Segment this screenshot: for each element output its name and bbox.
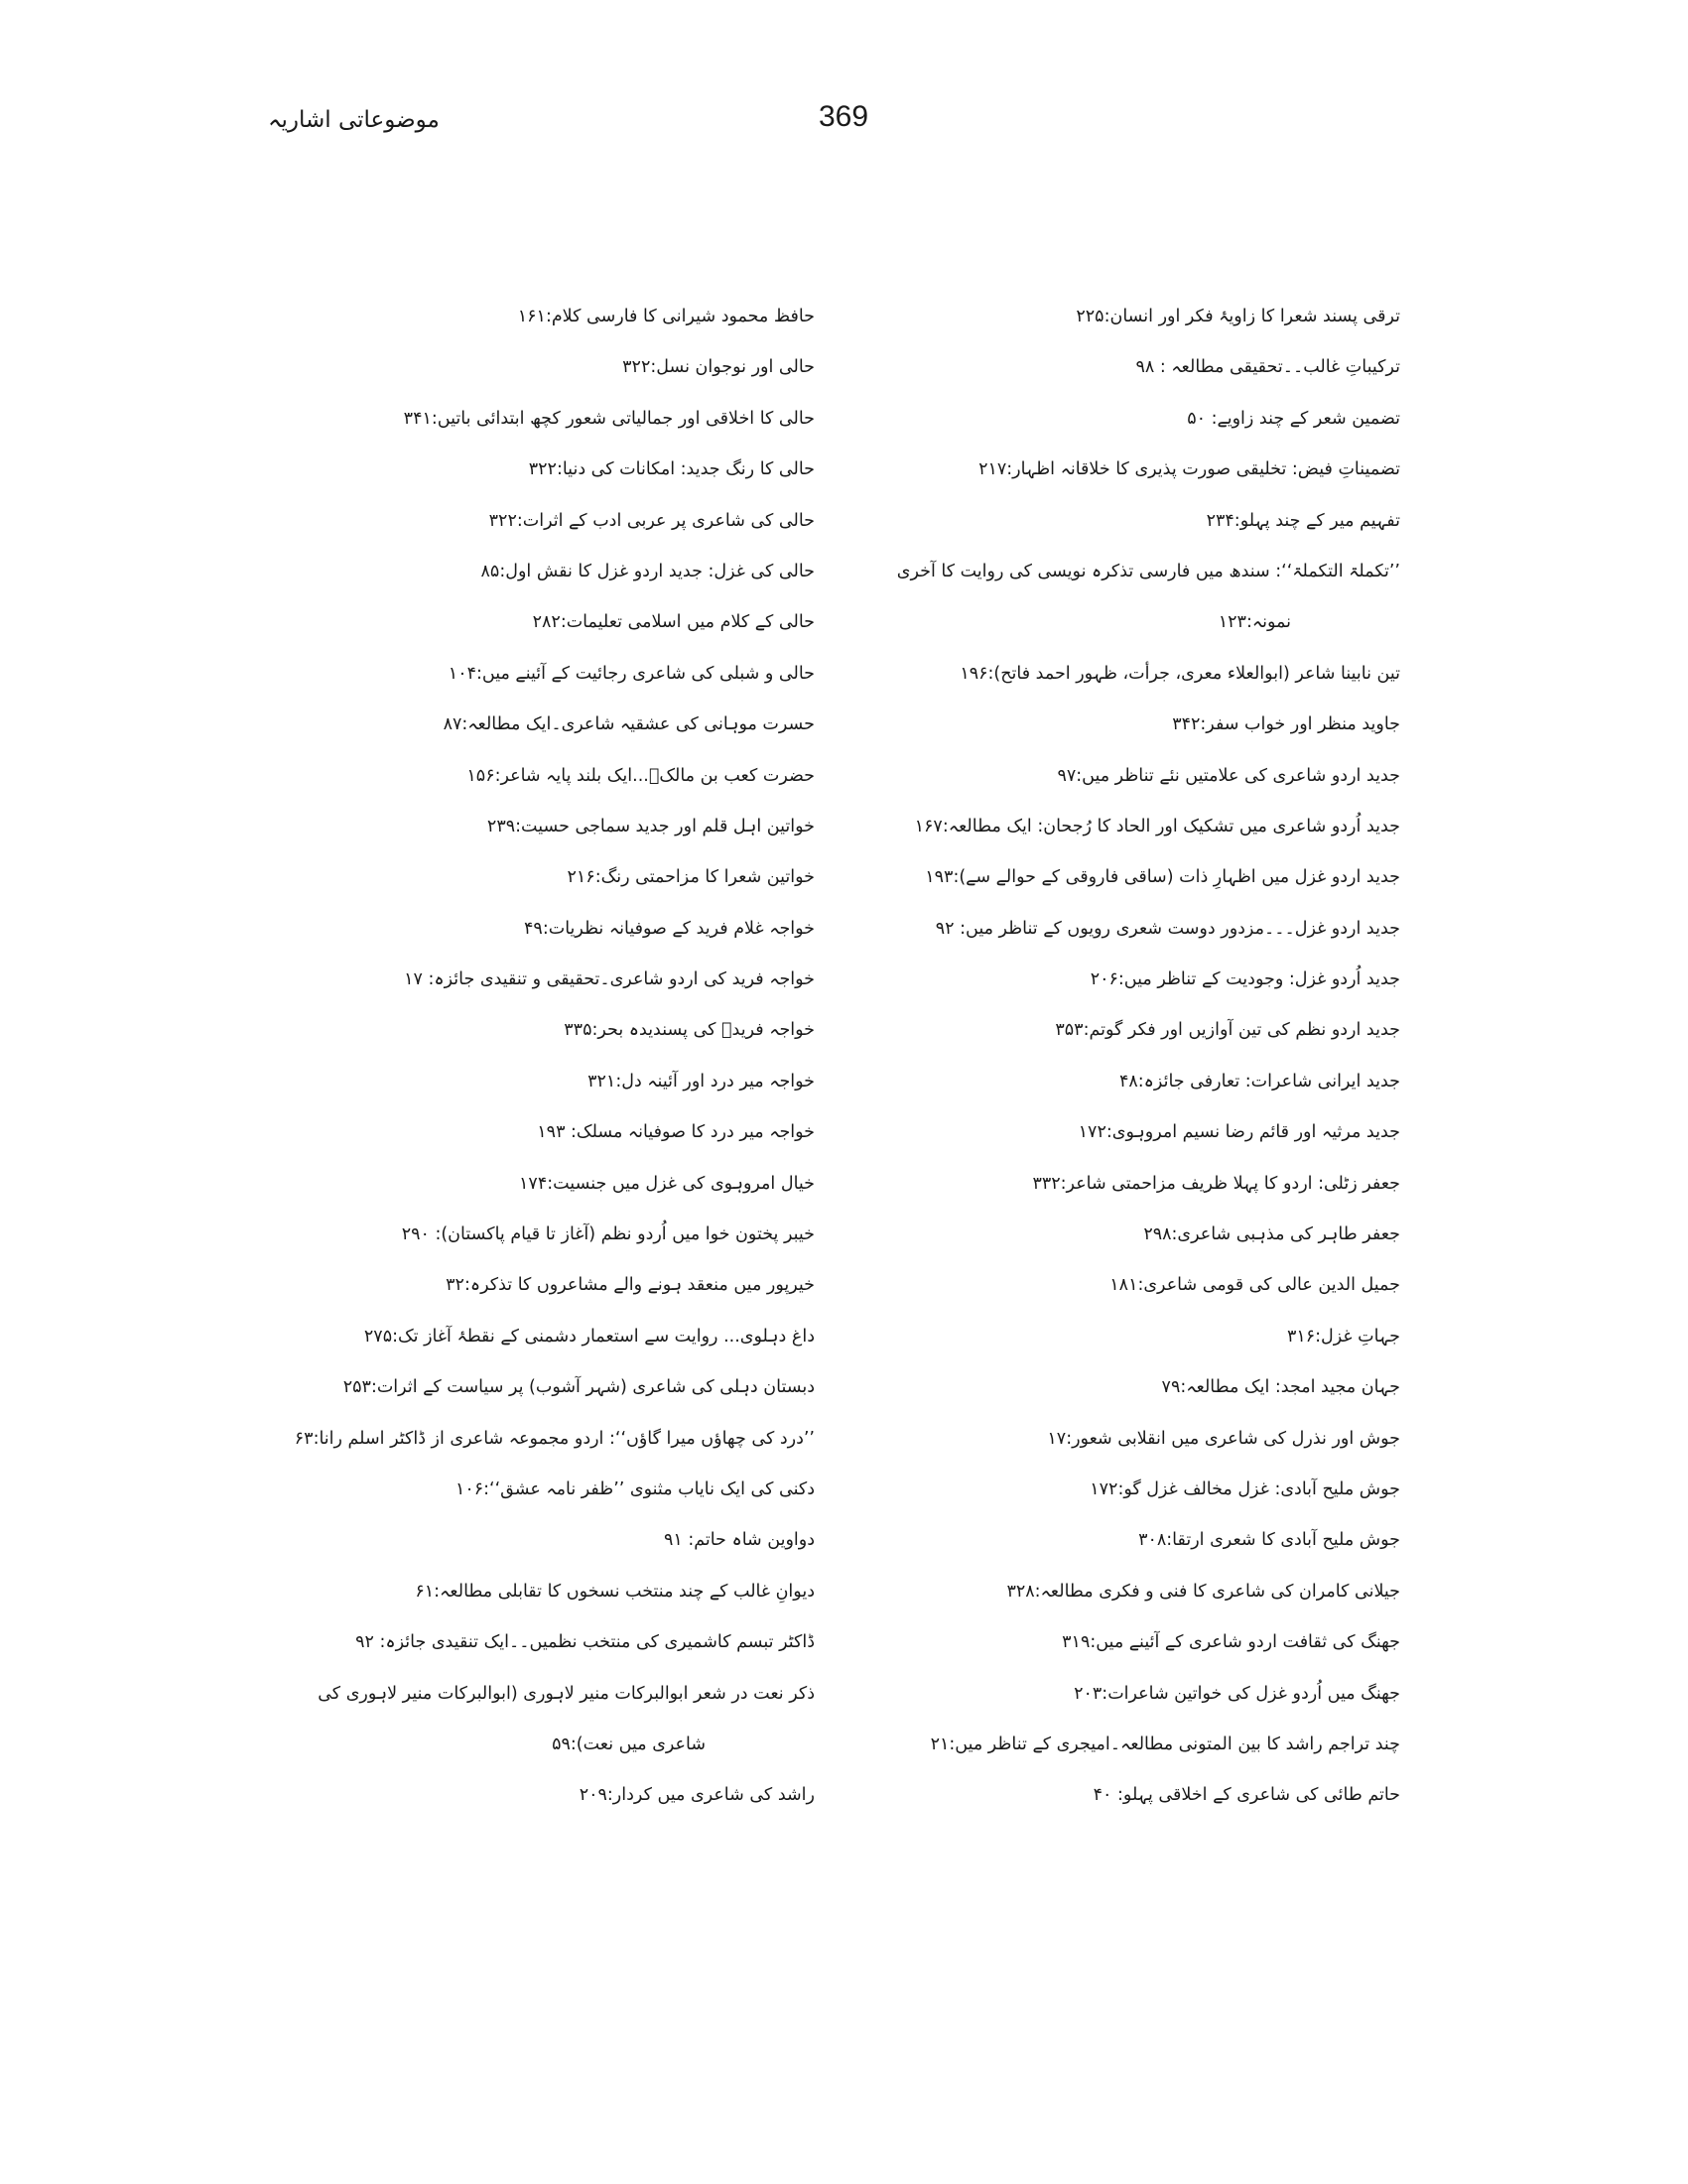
index-entry-text: ’’تکملۃ التکملۃ‘‘: سندھ میں فارسی تذکرہ نویسی کی روایت کا آخری bbox=[896, 561, 1400, 581]
index-entry bbox=[274, 1018, 815, 1069]
index-entry bbox=[274, 1273, 815, 1324]
index-entry-text: حالی کا رنگ جدید: امکانات کی دنیا:۳۲۲ bbox=[528, 459, 815, 480]
index-entry-text: خواجہ غلام فرید کے صوفیانہ نظریات:۴۹ bbox=[524, 918, 815, 939]
index-entry bbox=[884, 1325, 1400, 1375]
index-entry-text: حالی اور نوجوان نسل:۳۲۲ bbox=[622, 357, 815, 378]
index-entry-text: خیبر پختون خوا میں اُردو نظم (آغاز تا قیام پاکستان): ۲۹۰ bbox=[401, 1224, 815, 1245]
index-entry-text: جیلانی کامران کی شاعری کا فنی و فکری مطالعہ:۳۲۸ bbox=[1006, 1581, 1400, 1602]
index-entry-text: جہان مجید امجد: ایک مطالعہ:۷۹ bbox=[1161, 1377, 1400, 1398]
index-entry-text: جدید اردو شاعری کی علامتیں نئے تناظر میں:۹۷ bbox=[1057, 765, 1400, 786]
index-entry-text: تین نابینا شاعر (ابوالعلاء معری، جرأت، ظہور احمد فاتح):۱۹۶ bbox=[960, 663, 1400, 684]
index-entry-text: حاتم طائی کی شاعری کے اخلاقی پہلو: ۴۰ bbox=[1093, 1785, 1400, 1806]
index-entry-text: خواتین شعرا کا مزاحمتی رنگ:۲۱۶ bbox=[567, 867, 815, 888]
index-entry bbox=[884, 815, 1400, 865]
index-entry bbox=[884, 1477, 1400, 1528]
index-entry-text: دبستان دہلی کی شاعری (شہر آشوب) پر سیاست کے اثرات:۲۵۳ bbox=[342, 1377, 815, 1398]
index-entry bbox=[884, 407, 1400, 457]
index-entry bbox=[274, 764, 815, 815]
index-entry bbox=[884, 1172, 1400, 1222]
index-entry-text: حسرت موہانی کی عشقیہ شاعری۔ایک مطالعہ:۸۷ bbox=[443, 714, 815, 735]
index-entry bbox=[884, 917, 1400, 967]
index-entry bbox=[274, 1528, 815, 1579]
index-entry bbox=[884, 1783, 1400, 1834]
index-entry bbox=[884, 1375, 1400, 1426]
index-entry-continuation: نمونہ:۱۲۳ bbox=[1218, 611, 1291, 632]
index-entry bbox=[274, 917, 815, 967]
index-entry bbox=[884, 764, 1400, 815]
index-entry-text: جاوید منظر اور خواب سفر:۳۴۲ bbox=[1172, 714, 1400, 735]
index-entry-text: دواوین شاہ حاتم: ۹۱ bbox=[663, 1530, 815, 1551]
index-entry-text: دکنی کی ایک نایاب مثنوی ’’ظفر نامہ عشق‘‘:۱۰۶ bbox=[454, 1478, 815, 1499]
index-entry-text: جوش ملیح آبادی: غزل مخالف غزل گو:۱۷۲ bbox=[1090, 1479, 1400, 1499]
index-entry-text: ذکر نعت در شعر ابوالبرکات منیر لاہوری (ابوالبرکات منیر لاہوری کی bbox=[318, 1683, 815, 1704]
index-entry bbox=[274, 815, 815, 865]
index-entry bbox=[274, 1070, 815, 1120]
index-entry-text: چند تراجم راشد کا بین المتونی مطالعہ۔امیجری کے تناظر میں:۲۱ bbox=[930, 1734, 1400, 1754]
index-entry-text: جعفر طاہر کی مذہبی شاعری:۲۹۸ bbox=[1143, 1224, 1400, 1245]
index-entry bbox=[274, 1375, 815, 1426]
index-entry-text: جدید اردو نظم کی تین آوازیں اور فکر گوتم:۳۵۳ bbox=[1055, 1020, 1400, 1041]
index-entry bbox=[884, 560, 1400, 662]
index-entry bbox=[884, 1070, 1400, 1120]
index-entry bbox=[274, 610, 815, 661]
index-entry-text: جدید اُردو غزل: وجودیت کے تناظر میں:۲۰۶ bbox=[1090, 969, 1400, 990]
index-entry bbox=[274, 1580, 815, 1630]
index-entry-text: ڈاکٹر تبسم کاشمیری کی منتخب نظمیں۔۔ایک تنقیدی جائزہ: ۹۲ bbox=[355, 1632, 815, 1653]
index-entry bbox=[884, 305, 1400, 355]
index-entry bbox=[884, 355, 1400, 406]
index-entry-text: جوش اور نذرل کی شاعری میں انقلابی شعور:۱۷ bbox=[1047, 1428, 1400, 1449]
index-entry bbox=[274, 1630, 815, 1681]
index-entry-text: تفہیم میر کے چند پہلو:۲۳۴ bbox=[1206, 510, 1400, 531]
index-entry bbox=[274, 407, 815, 457]
index-entry-text: خواتین اہل قلم اور جدید سماجی حسیت:۲۳۹ bbox=[486, 816, 815, 836]
index-entry-text: خیرپور میں منعقد ہونے والے مشاعروں کا تذکرہ:۳۲ bbox=[446, 1275, 815, 1296]
index-entry bbox=[274, 1783, 815, 1834]
index-entry bbox=[274, 1477, 815, 1528]
running-header-title: موضوعاتی اشاریہ bbox=[268, 107, 440, 133]
index-entry-text: جھنگ کی ثقافت اردو شاعری کے آئینے میں:۳۱۹ bbox=[1062, 1632, 1400, 1653]
index-column-right bbox=[884, 305, 1400, 1835]
index-entry bbox=[884, 457, 1400, 508]
index-entry-text: خواجہ میر درد کا صوفیانہ مسلک: ۱۹۳ bbox=[537, 1122, 815, 1143]
index-entry-text: تضمیناتِ فیض: تخلیقی صورت پذیری کا خلاقانہ اظہار:۲۱۷ bbox=[978, 459, 1400, 480]
index-entry-text: حالی کی غزل: جدید اردو غزل کا نقش اول:۸۵ bbox=[480, 561, 815, 581]
page-number: 369 bbox=[818, 100, 869, 133]
index-entry bbox=[274, 1120, 815, 1171]
index-entry bbox=[274, 509, 815, 560]
index-entry bbox=[274, 712, 815, 763]
index-entry-text: دیوانِ غالب کے چند منتخب نسخوں کا تقابلی مطالعہ:۶۱ bbox=[415, 1581, 815, 1602]
index-entry bbox=[884, 1733, 1400, 1783]
index-entry bbox=[884, 865, 1400, 916]
index-entry-text: جدید مرثیہ اور قائم رضا نسیم امروہوی:۱۷۲ bbox=[1078, 1122, 1400, 1143]
index-entry-continuation: شاعری میں نعت):۵۹ bbox=[552, 1734, 706, 1754]
index-entry bbox=[274, 1427, 815, 1477]
index-entry-text: حالی کا اخلاقی اور جمالیاتی شعور کچھ ابتدائی باتیں:۳۴۱ bbox=[403, 408, 815, 429]
index-entry bbox=[884, 1273, 1400, 1324]
index-entry bbox=[884, 1682, 1400, 1733]
index-entry-text: جدید اردو غزل۔۔۔مزدور دوست شعری رویوں کے تناظر میں: ۹۲ bbox=[935, 918, 1400, 939]
index-entry-text: جوش ملیح آبادی کا شعری ارتقا:۳۰۸ bbox=[1138, 1530, 1400, 1551]
index-entry-text: خواجہ میر درد اور آئینہ دل:۳۲۱ bbox=[587, 1071, 815, 1092]
index-entry-text: ترقی پسند شعرا کا زاویۂ فکر اور انسان:۲۲۵ bbox=[1076, 307, 1400, 326]
index-entry-text: حافظ محمود شیرانی کا فارسی کلام:۱۶۱ bbox=[517, 307, 815, 326]
index-entry bbox=[884, 1580, 1400, 1630]
index-entry-text: خواجہ فرید کی اردو شاعری۔تحقیقی و تنقیدی جائزہ: ۱۷ bbox=[404, 969, 815, 990]
index-entry bbox=[884, 1222, 1400, 1273]
index-entry bbox=[884, 509, 1400, 560]
index-entry-text: جدید ایرانی شاعرات: تعارفی جائزہ:۴۸ bbox=[1118, 1071, 1400, 1092]
index-entry bbox=[274, 457, 815, 508]
index-entry bbox=[884, 1427, 1400, 1477]
index-entry bbox=[274, 1172, 815, 1222]
index-entry bbox=[274, 1325, 815, 1375]
index-entry-text: خواجہ فریدؒ کی پسندیدہ بحر:۳۳۵ bbox=[564, 1020, 815, 1041]
index-entry bbox=[274, 560, 815, 610]
index-entry-text: خیال امروہوی کی غزل میں جنسیت:۱۷۴ bbox=[519, 1173, 815, 1194]
index-entry bbox=[274, 305, 815, 355]
index-entry bbox=[274, 1222, 815, 1273]
index-entry-text: حالی کی شاعری پر عربی ادب کے اثرات:۳۲۲ bbox=[488, 510, 815, 531]
index-entry bbox=[274, 865, 815, 916]
index-entry-text: حضرت کعب بن مالکؓ...ایک بلند پایہ شاعر:۱۵۶ bbox=[466, 765, 815, 786]
index-entry bbox=[274, 1682, 815, 1784]
index-entry-text: راشد کی شاعری میں کردار:۲۰۹ bbox=[579, 1785, 815, 1806]
index-entry-text: جعفر زٹلی: اردو کا پہلا ظریف مزاحمتی شاعر:۳۳۲ bbox=[1032, 1173, 1400, 1194]
index-entry-text: حالی و شبلی کی شاعری رجائیت کے آئینے میں:۱۰۴ bbox=[448, 663, 815, 684]
index-entry bbox=[884, 1630, 1400, 1681]
index-entry bbox=[884, 967, 1400, 1018]
index-entry bbox=[274, 355, 815, 406]
index-entry-text: ترکیباتِ غالب۔۔تحقیقی مطالعہ : ۹۸ bbox=[1135, 357, 1400, 378]
index-entry-text: جہاتِ غزل:۳۱۶ bbox=[1286, 1326, 1400, 1347]
index-entry-text: جدید اردو غزل میں اظہارِ ذات (ساقی فاروقی کے حوالے سے):۱۹۳ bbox=[925, 867, 1400, 888]
index-entry-text: داغ دہلوی... روایت سے استعمار دشمنی کے نقطۂ آغاز تک:۲۷۵ bbox=[363, 1326, 815, 1347]
index-entry-text: ’’درد کی چھاؤں میرا گاؤں‘‘: اردو مجموعہ شاعری از ڈاکٹر اسلم رانا:۶۳ bbox=[294, 1428, 815, 1449]
index-column-left bbox=[274, 305, 815, 1835]
index-entry bbox=[884, 1120, 1400, 1171]
index-entry bbox=[884, 1528, 1400, 1579]
index-entry bbox=[884, 662, 1400, 712]
index-entry-text: جدید اُردو شاعری میں تشکیک اور الحاد کا رُجحان: ایک مطالعہ:۱۶۷ bbox=[914, 816, 1400, 836]
index-entry-text: جھنگ میں اُردو غزل کی خواتین شاعرات:۲۰۳ bbox=[1074, 1683, 1400, 1704]
index-entry bbox=[274, 662, 815, 712]
index-entry bbox=[884, 1018, 1400, 1069]
index-entry-text: جمیل الدین عالی کی قومی شاعری:۱۸۱ bbox=[1109, 1275, 1400, 1296]
index-entry bbox=[274, 967, 815, 1018]
index-entry-text: حالی کے کلام میں اسلامی تعلیمات:۲۸۲ bbox=[532, 612, 815, 633]
index-entry-text: تضمین شعر کے چند زاویے: ۵۰ bbox=[1187, 408, 1400, 429]
index-entry bbox=[884, 712, 1400, 763]
